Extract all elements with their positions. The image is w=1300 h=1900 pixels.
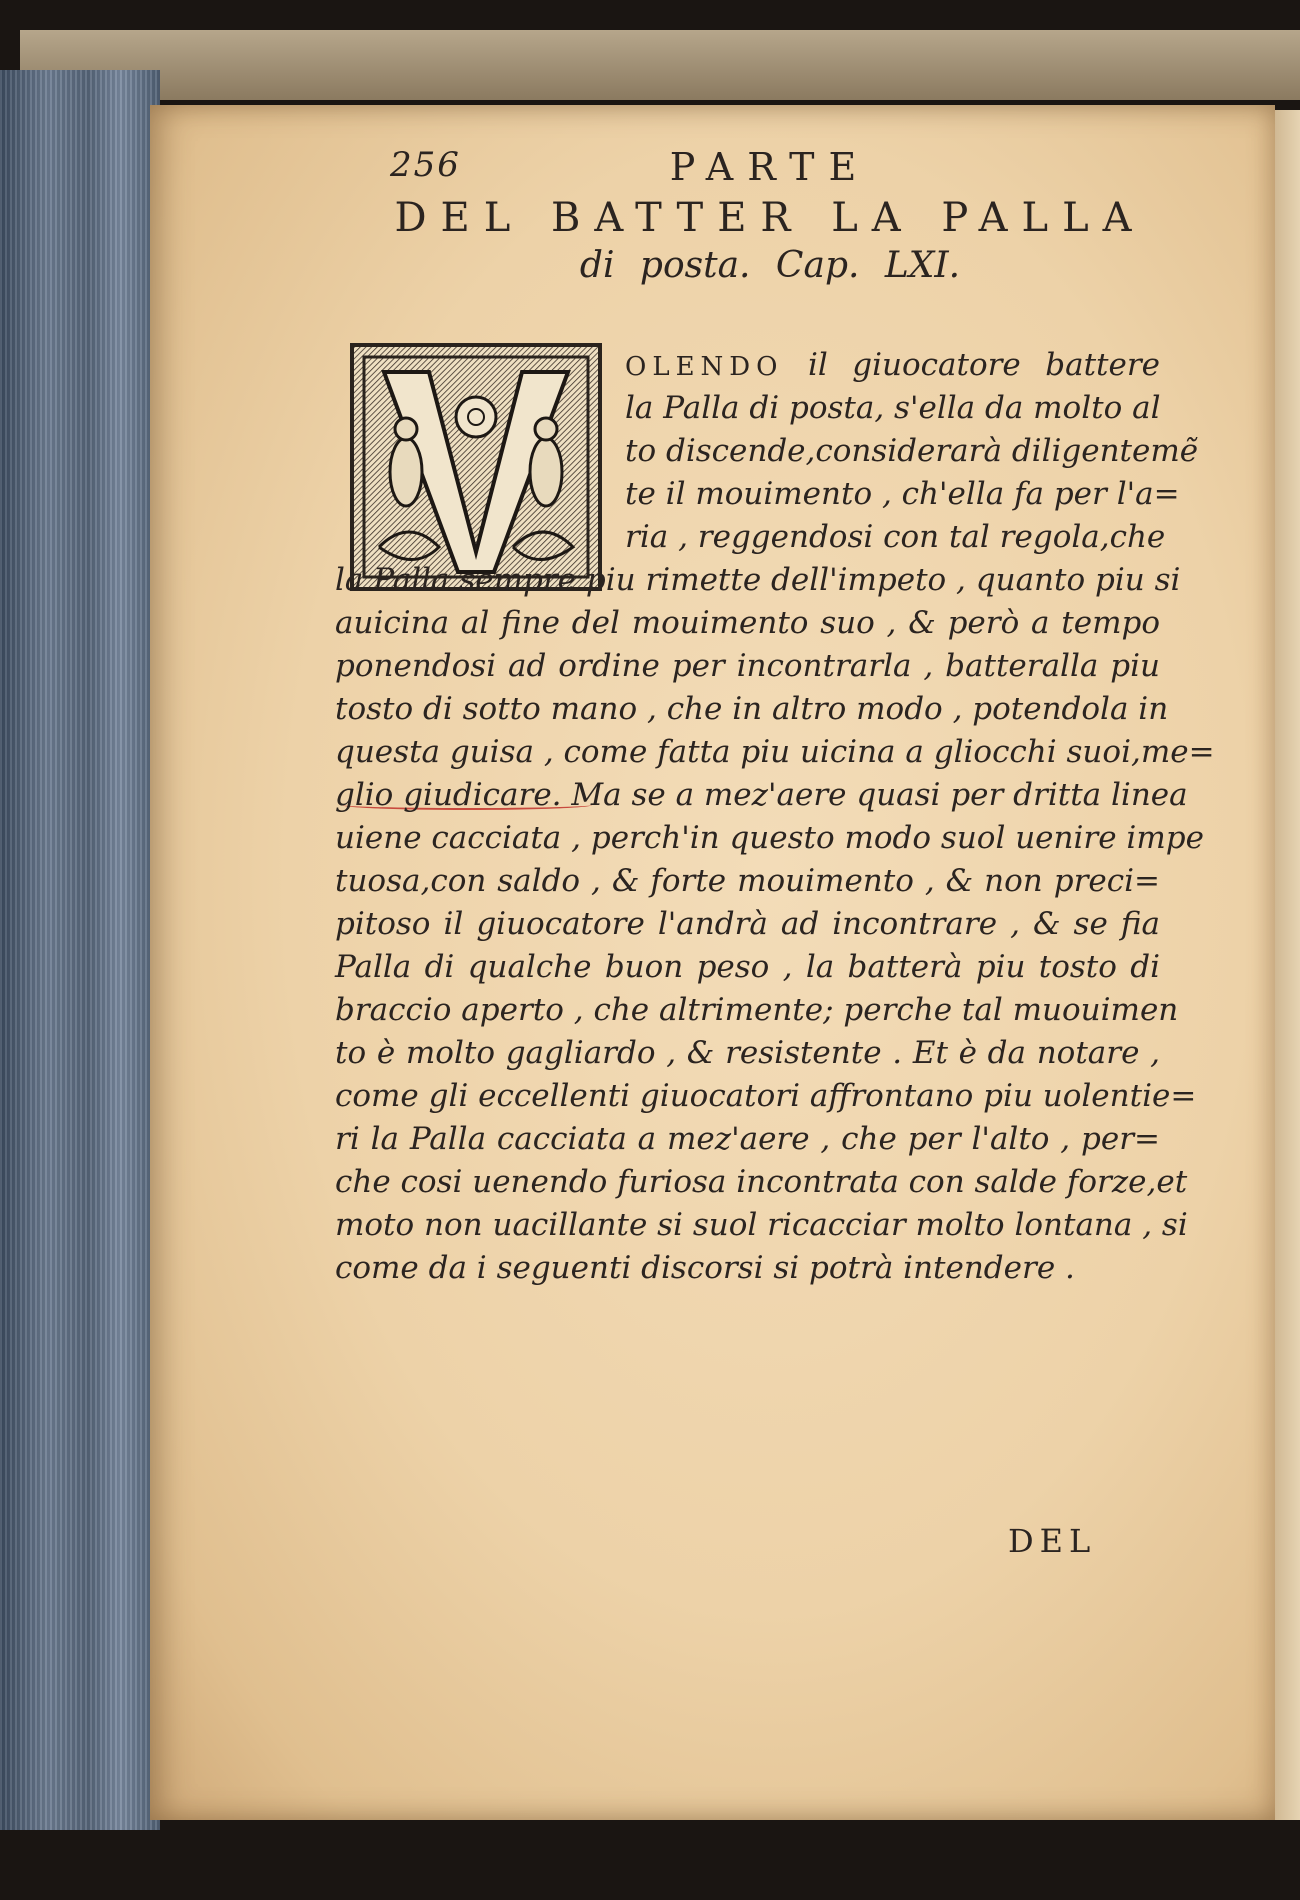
woodcut-initial-v-with-figures-icon bbox=[350, 343, 602, 591]
book-cover-top bbox=[20, 30, 1300, 100]
chapter-subtitle: di posta. Cap. LXI. bbox=[579, 245, 961, 286]
text-line: te il mouimento , ch'ella fa per l'a= bbox=[625, 476, 1180, 512]
text-line: Palla di qualche buon peso , la batterà piu tosto di bbox=[335, 949, 1160, 985]
text-line: questa guisa , come fatta piu uicina a gliocchi suoi,me= bbox=[335, 734, 1215, 770]
text-line: glio giudicare. Ma se a mez'aere quasi per dritta linea bbox=[335, 777, 1188, 813]
text-line: to è molto gagliardo , & resistente . Et è da notare , bbox=[335, 1035, 1160, 1071]
text-line: come da i seguenti discorsi si potrà intendere . bbox=[335, 1250, 1075, 1286]
text-line: come gli eccellenti giuocatori affrontano piu uolentie= bbox=[335, 1078, 1197, 1114]
text-line: ria , reggendosi con tal regola,che bbox=[625, 519, 1166, 555]
text-line: OLENDO il giuocatore battere bbox=[625, 347, 1160, 383]
page-header bbox=[345, 140, 1195, 286]
text-line: tuosa,con saldo , & forte mouimento , & non preci= bbox=[335, 863, 1160, 899]
page-number: 256 bbox=[390, 145, 461, 185]
text-line: ponendosi ad ordine per incontrarla , batteralla piu bbox=[335, 648, 1160, 684]
catchword: DEL bbox=[1008, 1522, 1097, 1560]
chapter-title: DEL BATTER LA PALLA bbox=[394, 195, 1146, 241]
decorated-initial-graphic bbox=[354, 347, 598, 587]
text-line: braccio aperto , che altrimente; perche tal muouimen bbox=[335, 992, 1179, 1028]
text-line: auicina al fine del mouimento suo , & però a tempo bbox=[335, 605, 1160, 641]
text-line: tosto di sotto mano , che in altro modo , potendola in bbox=[335, 691, 1169, 727]
running-head: PARTE bbox=[669, 145, 871, 189]
text-line: moto non uacillante si suol ricacciar molto lontana , si bbox=[335, 1207, 1188, 1243]
text-line: la Palla di posta, s'ella da molto al bbox=[625, 390, 1161, 426]
text-line: la Palla sempre piu rimette dell'impeto , quanto piu si bbox=[335, 562, 1181, 598]
text-line: pitoso il giuocatore l'andrà ad incontrare , & se fia bbox=[335, 906, 1160, 942]
page-block-edge bbox=[0, 70, 160, 1830]
text-line: ri la Palla cacciata a mez'aere , che per l'alto , per= bbox=[335, 1121, 1160, 1157]
text-line: che cosi uenendo furiosa incontrata con salde forze,et bbox=[335, 1164, 1188, 1200]
text-line: uiene cacciata , perch'in questo modo suol uenire impe bbox=[335, 820, 1204, 856]
text-line: to discende,considerarà diligentemẽ bbox=[625, 433, 1199, 469]
